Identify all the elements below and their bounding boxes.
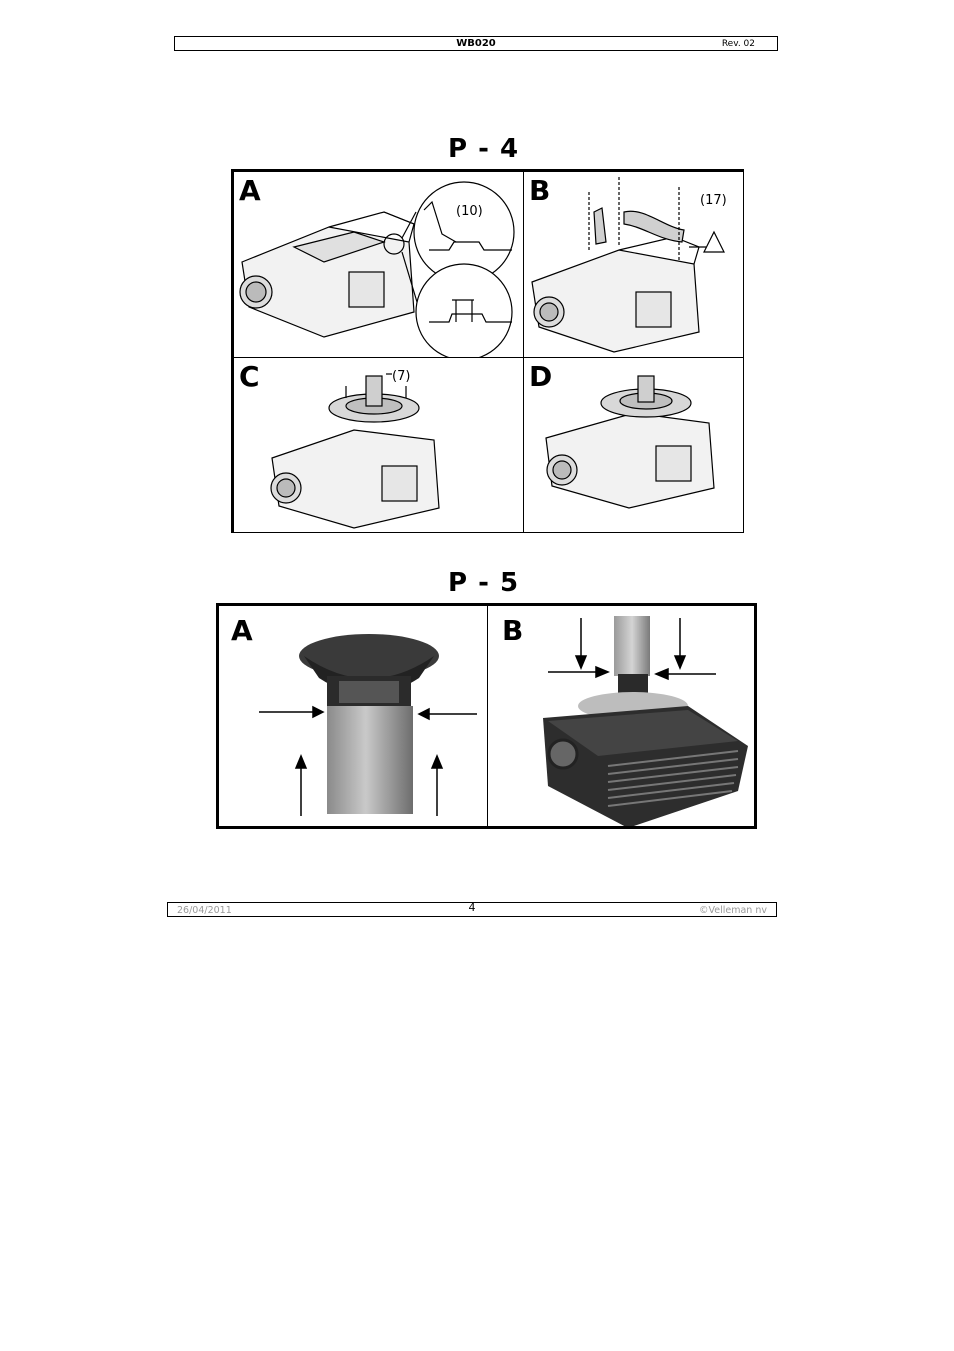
page-footer <box>167 902 777 917</box>
document-code: WB020 <box>456 38 496 49</box>
page-header <box>174 36 778 51</box>
page-number: 4 <box>468 901 476 914</box>
panel-letter: C <box>239 360 260 393</box>
projector-plate-illustration <box>234 358 524 533</box>
figure-p4-panel-c <box>233 357 524 533</box>
figure-p5-panel-b <box>487 605 755 827</box>
callout-label: (17) <box>700 193 727 208</box>
figure-p4 <box>231 169 744 533</box>
figure-p4-panel-a <box>233 171 524 358</box>
figure-p5-panel-a <box>218 605 488 827</box>
ceiling-pole-photo <box>219 606 488 827</box>
figure-p4-panel-b <box>523 171 744 358</box>
footer-date: 26/04/2011 <box>177 905 232 916</box>
projector-mounting-arms-illustration <box>524 172 744 358</box>
panel-letter: B <box>529 174 551 207</box>
footer-copyright: ©Velleman nv <box>699 905 767 916</box>
figure-p4-title: P - 4 <box>448 134 520 164</box>
callout-label: (10) <box>456 204 483 219</box>
projector-pole-mounted-photo <box>488 606 755 827</box>
callout-label: (7) <box>392 369 411 384</box>
figure-p4-panel-d <box>523 357 744 533</box>
panel-letter: B <box>502 614 524 647</box>
figure-p5 <box>216 603 757 829</box>
panel-letter: D <box>529 360 553 393</box>
panel-letter: A <box>231 614 253 647</box>
figure-p5-title: P - 5 <box>448 568 520 598</box>
panel-letter: A <box>239 174 261 207</box>
revision-label: Rev. 02 <box>721 39 755 49</box>
projector-assembled-illustration <box>524 358 744 533</box>
projector-bracket-illustration <box>234 172 524 358</box>
